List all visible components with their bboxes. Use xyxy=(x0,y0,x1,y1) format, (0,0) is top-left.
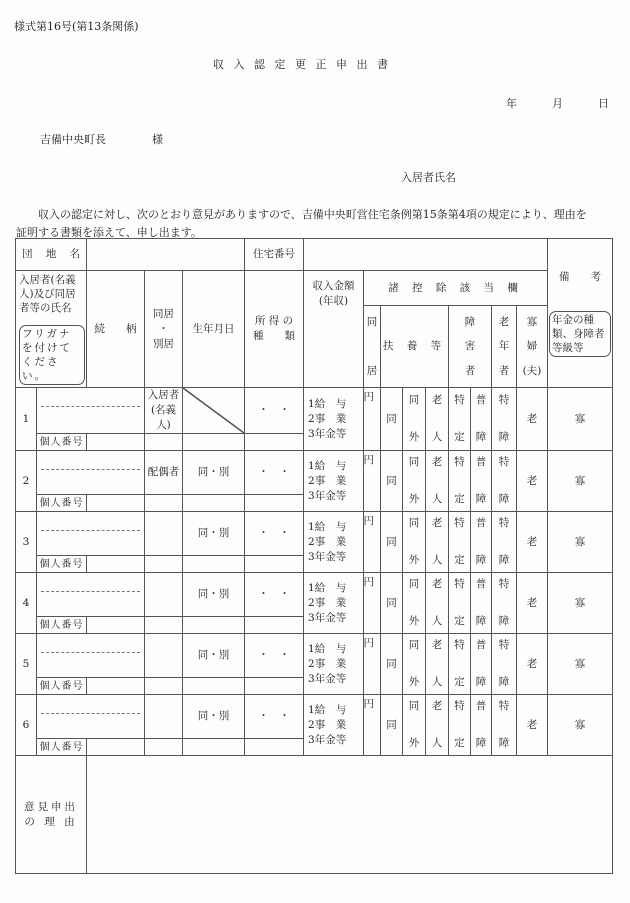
member-name-field[interactable] xyxy=(37,695,145,739)
income-amount-field[interactable] xyxy=(364,573,381,634)
birthdate-header: 生年月日 xyxy=(183,271,245,388)
income-type-options[interactable] xyxy=(304,512,364,573)
personal-number-cells-1[interactable] xyxy=(87,678,145,695)
personal-number-cells-1[interactable] xyxy=(87,434,145,451)
flag-dependent-bot: 外 xyxy=(408,737,420,749)
flag-dependent[interactable] xyxy=(403,695,426,756)
member-name-field[interactable] xyxy=(37,512,145,556)
ded-widow-header xyxy=(517,306,548,388)
diagonal-line xyxy=(183,388,244,433)
flag-dependent[interactable] xyxy=(426,512,449,573)
furigana-line[interactable] xyxy=(41,695,140,714)
personal-number-label: 個人番号 xyxy=(37,739,87,756)
flag-elderly[interactable]: 老 xyxy=(517,634,548,695)
cohabit-header-bot: 別居 xyxy=(153,337,174,350)
personal-number-cells-3[interactable] xyxy=(183,556,245,573)
income-type-pension[interactable]: 3年金等 xyxy=(308,550,347,563)
ded-disabled-1: 障 xyxy=(464,315,476,328)
income-amount-field[interactable] xyxy=(364,634,381,695)
reason-label-2: の 理 由 xyxy=(24,815,78,828)
addressee xyxy=(40,131,163,147)
personal-number-cells-1[interactable] xyxy=(87,739,145,756)
personal-number-cells-3[interactable] xyxy=(183,739,245,756)
personal-number-label: 個人番号 xyxy=(37,495,87,512)
flag-disabled[interactable] xyxy=(492,451,517,512)
personal-number-cells-3[interactable] xyxy=(183,617,245,634)
cohabit-option[interactable]: 同・別 xyxy=(183,451,245,495)
flag-disabled[interactable] xyxy=(492,512,517,573)
flag-dependent[interactable] xyxy=(426,573,449,634)
ded-widow-2: 婦 xyxy=(526,340,538,353)
ded-disabled-2: 害 xyxy=(464,340,476,353)
remarks-header xyxy=(548,239,613,388)
month-label: 月 xyxy=(552,97,563,110)
flag-dependent[interactable] xyxy=(449,573,471,634)
house-number-field[interactable] xyxy=(304,239,548,271)
flag-dependent-top: 老 xyxy=(431,517,443,529)
income-type-options[interactable] xyxy=(304,388,364,451)
flag-dependent-bot: 定 xyxy=(454,554,465,566)
flag-dependent-bot: 定 xyxy=(454,737,465,749)
reason-label xyxy=(16,756,87,874)
reason-field[interactable] xyxy=(87,756,613,874)
reason-label-1: 意見申出 xyxy=(24,800,78,813)
flag-dependent-top: 老 xyxy=(431,456,443,468)
furigana-line[interactable] xyxy=(41,512,140,531)
birthdate-field[interactable]: ・ ・ xyxy=(245,451,304,495)
flag-disabled-top: 特 xyxy=(498,639,510,651)
flag-dependent-top: 特 xyxy=(454,700,465,712)
ded-disabled-3: 者 xyxy=(464,364,476,377)
flag-cohabit[interactable]: 同 xyxy=(381,634,403,695)
flag-elderly[interactable]: 老 xyxy=(517,451,548,512)
income-type-salary[interactable]: 1給 与 xyxy=(308,703,347,716)
relation-field[interactable] xyxy=(145,573,183,617)
member-name-field[interactable] xyxy=(37,573,145,617)
income-type-salary[interactable]: 1給 与 xyxy=(308,581,347,594)
flag-dependent-top: 特 xyxy=(454,394,465,406)
estate-name-label: 団 地 名 xyxy=(16,239,87,271)
ded-disabled-header xyxy=(449,306,492,388)
income-amount-field[interactable] xyxy=(364,695,381,756)
flag-elderly[interactable]: 老 xyxy=(517,388,548,451)
member-name-field[interactable] xyxy=(37,634,145,678)
cohabit-header-mid: ・ xyxy=(158,322,169,335)
flag-elderly[interactable]: 老 xyxy=(517,512,548,573)
income-type-pension[interactable]: 3年金等 xyxy=(308,611,347,624)
flag-dependent-top: 同 xyxy=(408,394,420,406)
flag-dependent[interactable] xyxy=(403,512,426,573)
flag-dependent-bot: 定 xyxy=(454,676,465,688)
ded-cohabit-header xyxy=(364,306,381,388)
flag-dependent[interactable] xyxy=(426,634,449,695)
flag-disabled[interactable] xyxy=(492,388,517,451)
yen-unit: 円 xyxy=(363,515,375,527)
name-column-header xyxy=(16,271,87,388)
flag-widow[interactable]: 寡 xyxy=(548,573,613,634)
income-type-pension[interactable]: 3年金等 xyxy=(308,427,347,440)
personal-number-cells-3[interactable] xyxy=(183,678,245,695)
flag-dependent-bot: 人 xyxy=(431,615,443,627)
ded-elderly-header xyxy=(492,306,517,388)
flag-disabled-bot: 障 xyxy=(498,493,510,505)
member-row xyxy=(16,451,613,495)
flag-dependent-top: 同 xyxy=(408,456,420,468)
furigana-line[interactable] xyxy=(41,388,140,407)
personal-number-label: 個人番号 xyxy=(37,434,87,451)
remarks-label: 備 考 xyxy=(559,270,602,283)
flag-dependent-bot: 外 xyxy=(408,431,420,443)
personal-number-cells-1[interactable] xyxy=(87,617,145,634)
row-number: 6 xyxy=(16,695,37,756)
member-row xyxy=(16,695,613,739)
furigana-line[interactable] xyxy=(41,573,140,592)
flag-dependent[interactable] xyxy=(403,451,426,512)
flag-disabled[interactable] xyxy=(471,634,492,695)
flag-dependent-top: 同 xyxy=(408,700,420,712)
flag-disabled-top: 特 xyxy=(498,700,510,712)
personal-number-label: 個人番号 xyxy=(37,556,87,573)
personal-number-label: 個人番号 xyxy=(37,617,87,634)
flag-dependent-top: 同 xyxy=(408,517,420,529)
flag-disabled-bot: 障 xyxy=(475,676,487,688)
flag-disabled[interactable] xyxy=(471,573,492,634)
flag-disabled-top: 普 xyxy=(475,700,487,712)
income-type-options[interactable] xyxy=(304,634,364,695)
flag-disabled[interactable] xyxy=(492,634,517,695)
row-number: 3 xyxy=(16,512,37,573)
income-type-pension[interactable]: 3年金等 xyxy=(308,733,347,746)
income-amount-header xyxy=(304,271,364,388)
income-amount-header-1: 収入金額 xyxy=(312,280,355,292)
flag-disabled-top: 特 xyxy=(498,456,510,468)
income-amount-field[interactable] xyxy=(364,512,381,573)
flag-dependent[interactable] xyxy=(449,695,471,756)
name-column-label: 入居者(名義人)及び同居者等の氏名 xyxy=(19,274,76,314)
flag-dependent-top: 同 xyxy=(408,639,420,651)
flag-dependent[interactable] xyxy=(449,512,471,573)
flag-disabled-bot: 障 xyxy=(475,737,487,749)
applicant-name-label: 入居者氏名 xyxy=(401,171,456,184)
personal-number-cells-2[interactable] xyxy=(145,617,183,634)
flag-cohabit[interactable]: 同 xyxy=(381,451,403,512)
income-type-options[interactable] xyxy=(304,451,364,512)
ded-cohabit-bot: 居 xyxy=(366,364,378,377)
ded-cohabit-top: 同 xyxy=(366,315,378,328)
yen-unit: 円 xyxy=(363,454,375,466)
flag-disabled[interactable] xyxy=(471,388,492,451)
personal-number-label: 個人番号 xyxy=(37,678,87,695)
income-type-header-2: 種 類 xyxy=(253,330,296,342)
name-column-note: フリガナを付けてください。 xyxy=(19,325,85,385)
flag-dependent[interactable] xyxy=(426,695,449,756)
flag-dependent-top: 老 xyxy=(431,578,443,590)
deduction-header: 諸 控 除 該 当 欄 xyxy=(364,271,548,306)
flag-dependent[interactable] xyxy=(403,388,426,451)
personal-number-cells-2[interactable] xyxy=(145,556,183,573)
furigana-line[interactable] xyxy=(41,451,140,470)
row-number: 5 xyxy=(16,634,37,695)
personal-number-cells-3[interactable] xyxy=(183,495,245,512)
relation-field[interactable] xyxy=(145,695,183,739)
application-table xyxy=(15,238,613,874)
personal-number-cells-2[interactable] xyxy=(145,739,183,756)
cohabit-option[interactable]: 同・別 xyxy=(183,512,245,556)
flag-dependent-top: 特 xyxy=(454,517,465,529)
personal-number-cells-2[interactable] xyxy=(145,434,183,451)
intro-line-1: 収入の認定に対し、次のとおり意見がありますので、吉備中央町営住宅条例第15条第4項の規定により、理由を xyxy=(38,208,587,221)
row-number: 1 xyxy=(16,388,37,451)
income-type-header xyxy=(245,271,304,388)
income-type-salary[interactable]: 1給 与 xyxy=(308,520,347,533)
flag-dependent-bot: 外 xyxy=(408,615,420,627)
flag-dependent-top: 老 xyxy=(431,700,443,712)
flag-dependent-bot: 人 xyxy=(431,737,443,749)
personal-number-cells-2[interactable] xyxy=(145,495,183,512)
ded-elderly-1: 老 xyxy=(498,315,510,328)
flag-dependent[interactable] xyxy=(449,388,471,451)
cohabit-header xyxy=(145,271,183,388)
flag-dependent-bot: 人 xyxy=(431,431,443,443)
income-type-business[interactable]: 2事 業 xyxy=(308,535,347,548)
intro-text xyxy=(16,206,620,242)
birthdate-field[interactable]: ・ ・ xyxy=(245,695,304,739)
addressee-name: 吉備中央町長 xyxy=(40,133,106,146)
flag-disabled-bot: 障 xyxy=(498,431,510,443)
relation-field[interactable] xyxy=(145,512,183,556)
income-type-business[interactable]: 2事 業 xyxy=(308,657,347,670)
remarks-note: 年金の種類、身障者等級等 xyxy=(549,311,611,357)
income-type-business[interactable]: 2事 業 xyxy=(308,718,347,731)
yen-unit: 円 xyxy=(363,637,375,649)
member-row xyxy=(16,512,613,556)
cohabit-option[interactable]: 同・別 xyxy=(183,573,245,617)
flag-disabled-top: 普 xyxy=(475,578,487,590)
flag-disabled-bot: 障 xyxy=(498,737,510,749)
row-number: 2 xyxy=(16,451,37,512)
flag-dependent[interactable] xyxy=(403,634,426,695)
flag-disabled[interactable] xyxy=(471,695,492,756)
personal-number-cells-1[interactable] xyxy=(87,556,145,573)
ded-dependents-header: 扶 養 等 xyxy=(381,306,449,388)
flag-disabled-top: 特 xyxy=(498,517,510,529)
flag-dependent-top: 特 xyxy=(454,639,465,651)
flag-disabled[interactable] xyxy=(471,512,492,573)
flag-disabled-bot: 障 xyxy=(498,615,510,627)
income-type-options[interactable] xyxy=(304,573,364,634)
cohabit-option[interactable]: 同・別 xyxy=(183,695,245,739)
income-type-header-1: 所 得 の xyxy=(254,315,294,327)
birthdate-field[interactable]: ・ ・ xyxy=(245,634,304,678)
flag-disabled-bot: 障 xyxy=(475,554,487,566)
year-label: 年 xyxy=(506,97,517,110)
flag-dependent-top: 老 xyxy=(431,639,443,651)
flag-elderly[interactable]: 老 xyxy=(517,695,548,756)
relation-field[interactable] xyxy=(145,634,183,678)
yen-unit: 円 xyxy=(363,391,375,403)
flag-dependent-top: 老 xyxy=(431,394,443,406)
flag-dependent-top: 特 xyxy=(454,456,465,468)
yen-unit: 円 xyxy=(363,576,375,588)
yen-unit: 円 xyxy=(363,698,375,710)
flag-disabled-top: 特 xyxy=(498,578,510,590)
relation-header: 続 柄 xyxy=(87,271,145,388)
flag-dependent-bot: 外 xyxy=(408,676,420,688)
cohabit-header-top: 同居 xyxy=(153,307,174,320)
flag-widow[interactable]: 寡 xyxy=(548,451,613,512)
document-title: 収入認定更正申出書 xyxy=(213,58,398,71)
income-amount-header-2: (年収) xyxy=(318,295,349,307)
flag-dependent[interactable] xyxy=(449,451,471,512)
flag-dependent-top: 同 xyxy=(408,578,420,590)
intro-line-2: 証明する書類を添えて、申し出ます。 xyxy=(16,226,202,239)
flag-disabled-top: 普 xyxy=(475,639,487,651)
flag-dependent-bot: 外 xyxy=(408,493,420,505)
member-row xyxy=(16,388,613,434)
flag-widow[interactable]: 寡 xyxy=(548,634,613,695)
flag-dependent-bot: 人 xyxy=(431,554,443,566)
income-type-business[interactable]: 2事 業 xyxy=(308,412,347,425)
relation-field[interactable]: 配偶者 xyxy=(145,451,183,495)
flag-dependent-bot: 定 xyxy=(454,615,465,627)
income-type-salary[interactable]: 1給 与 xyxy=(308,459,347,472)
flag-dependent[interactable] xyxy=(426,388,449,451)
flag-dependent[interactable] xyxy=(449,634,471,695)
birthdate-field[interactable]: ・ ・ xyxy=(245,512,304,556)
row-number: 4 xyxy=(16,573,37,634)
income-amount-field[interactable] xyxy=(364,388,381,451)
income-type-business[interactable]: 2事 業 xyxy=(308,474,347,487)
income-type-business[interactable]: 2事 業 xyxy=(308,596,347,609)
flag-cohabit[interactable]: 同 xyxy=(381,695,403,756)
birthdate-field[interactable]: ・ ・ xyxy=(245,573,304,617)
flag-disabled[interactable] xyxy=(492,573,517,634)
flag-dependent-bot: 人 xyxy=(431,493,443,505)
income-type-options[interactable] xyxy=(304,695,364,756)
ded-elderly-3: 者 xyxy=(498,364,510,377)
date-field[interactable] xyxy=(506,95,609,111)
member-row xyxy=(16,573,613,617)
relation-field[interactable]: 入居者(名義人) xyxy=(145,388,183,434)
member-row xyxy=(16,634,613,678)
income-type-salary[interactable]: 1給 与 xyxy=(308,642,347,655)
flag-disabled-bot: 障 xyxy=(498,554,510,566)
flag-disabled-top: 普 xyxy=(475,456,487,468)
flag-disabled-top: 普 xyxy=(475,394,487,406)
income-type-pension[interactable]: 3年金等 xyxy=(308,489,347,502)
flag-disabled-bot: 障 xyxy=(475,431,487,443)
ded-elderly-2: 年 xyxy=(498,340,510,353)
flag-disabled-top: 特 xyxy=(498,394,510,406)
flag-dependent-bot: 定 xyxy=(454,493,465,505)
personal-number-cells-3[interactable] xyxy=(183,434,245,451)
cohabit-cell-na xyxy=(183,388,245,434)
flag-disabled-bot: 障 xyxy=(498,676,510,688)
addressee-suffix: 様 xyxy=(152,133,163,146)
flag-dependent-bot: 人 xyxy=(431,676,443,688)
estate-name-field[interactable] xyxy=(87,239,245,271)
birthdate-field[interactable]: ・ ・ xyxy=(245,388,304,434)
flag-dependent-bot: 定 xyxy=(454,431,465,443)
member-name-field[interactable] xyxy=(37,451,145,495)
flag-disabled[interactable] xyxy=(471,451,492,512)
flag-widow[interactable]: 寡 xyxy=(548,695,613,756)
flag-disabled[interactable] xyxy=(492,695,517,756)
flag-dependent[interactable] xyxy=(426,451,449,512)
flag-widow[interactable]: 寡 xyxy=(548,388,613,451)
flag-cohabit[interactable]: 同 xyxy=(381,388,403,451)
ded-widow-3: (夫) xyxy=(522,364,542,377)
ded-widow-1: 寡 xyxy=(526,315,538,328)
flag-dependent-top: 特 xyxy=(454,578,465,590)
personal-number-cells-1[interactable] xyxy=(87,495,145,512)
flag-cohabit[interactable]: 同 xyxy=(381,573,403,634)
house-number-label: 住宅番号 xyxy=(245,239,304,271)
flag-disabled-top: 普 xyxy=(475,517,487,529)
flag-elderly[interactable]: 老 xyxy=(517,573,548,634)
furigana-line[interactable] xyxy=(41,634,140,653)
flag-disabled-bot: 障 xyxy=(475,493,487,505)
form-number: 様式第16号(第13条関係) xyxy=(14,20,139,33)
flag-dependent-bot: 外 xyxy=(408,554,420,566)
member-name-field[interactable] xyxy=(37,388,145,434)
flag-disabled-bot: 障 xyxy=(475,615,487,627)
day-label: 日 xyxy=(598,97,609,110)
flag-widow[interactable]: 寡 xyxy=(548,512,613,573)
cohabit-option[interactable]: 同・別 xyxy=(183,634,245,678)
personal-number-cells-2[interactable] xyxy=(145,678,183,695)
flag-cohabit[interactable]: 同 xyxy=(381,512,403,573)
flag-dependent[interactable] xyxy=(403,573,426,634)
income-type-salary[interactable]: 1給 与 xyxy=(308,397,347,410)
income-type-pension[interactable]: 3年金等 xyxy=(308,672,347,685)
income-amount-field[interactable] xyxy=(364,451,381,512)
